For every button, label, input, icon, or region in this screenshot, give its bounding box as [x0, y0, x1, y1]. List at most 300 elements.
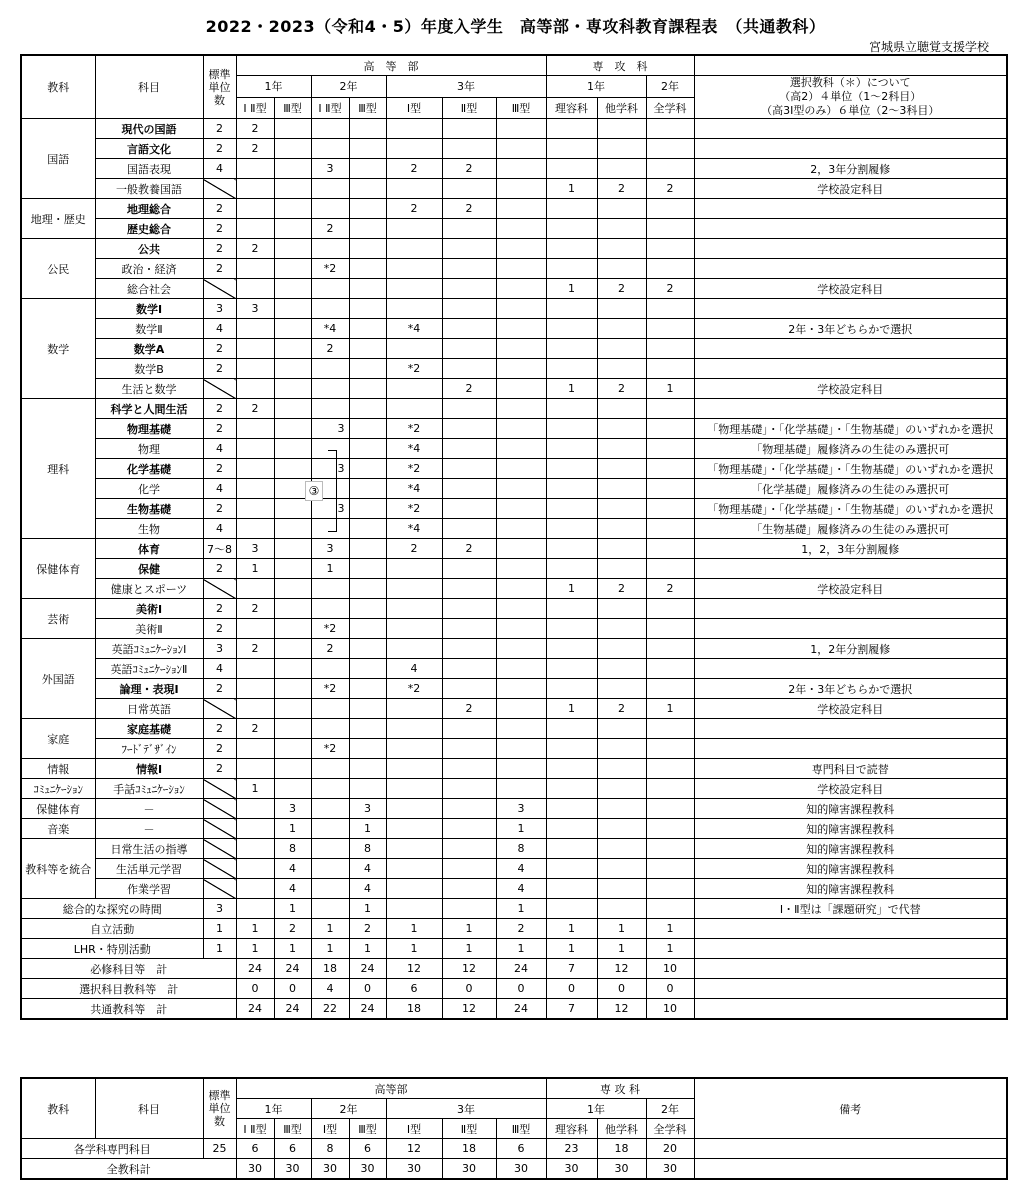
unit-cell [442, 879, 496, 899]
table-row [21, 239, 1007, 259]
unit-cell [274, 439, 311, 459]
standard-units: 2 [203, 199, 236, 219]
unit-cell [311, 359, 349, 379]
bottom-y3: 3年 [386, 1099, 546, 1119]
note [694, 959, 1007, 979]
header-tani: 標準単位数 [203, 55, 236, 119]
subject-name: 健康とスポーツ [95, 579, 203, 599]
note: 学校設定科目 [694, 699, 1007, 719]
unit-cell: 8 [349, 839, 386, 859]
unit-cell: *2 [386, 459, 442, 479]
unit-cell [236, 219, 274, 239]
unit-cell [496, 779, 546, 799]
total-cell: 0 [597, 979, 646, 999]
unit-cell [442, 899, 496, 919]
standard-units: 4 [203, 479, 236, 499]
unit-cell [496, 239, 546, 259]
table-row [21, 879, 1007, 899]
unit-cell [496, 679, 546, 699]
header-dept: 全学科 [646, 97, 694, 119]
table-row [21, 519, 1007, 539]
unit-cell [236, 819, 274, 839]
total-label: 必修科目等 計 [21, 959, 236, 979]
unit-cell [496, 279, 546, 299]
group-suugaku: 数学 [21, 299, 95, 399]
unit-cell [646, 619, 694, 639]
unit-cell: 1 [546, 939, 597, 959]
zen-cell: 30 [597, 1159, 646, 1180]
unit-cell: 1 [546, 379, 597, 399]
unit-cell: 2 [311, 219, 349, 239]
subject-name: 保健 [95, 559, 203, 579]
standard-units: 2 [203, 339, 236, 359]
unit-cell [349, 459, 386, 479]
subject-name: 物理 [95, 439, 203, 459]
unit-cell [546, 739, 597, 759]
zen-cell: 30 [646, 1159, 694, 1180]
subject-name: 論理・表現Ⅰ [95, 679, 203, 699]
unit-cell [442, 759, 496, 779]
bottom-dept: 理容科 [546, 1119, 597, 1139]
group-gaikoku: 外国語 [21, 639, 95, 719]
unit-cell [442, 179, 496, 199]
unit-cell [236, 359, 274, 379]
note: 「化学基礎」履修済みの生徒のみ選択可 [694, 479, 1007, 499]
unit-cell: 1 [597, 939, 646, 959]
unit-cell [546, 759, 597, 779]
header-blank [694, 55, 1007, 76]
unit-cell: 1 [646, 939, 694, 959]
header-type: Ⅱ型 [442, 97, 496, 119]
unit-cell [236, 679, 274, 699]
unit-cell: 1 [496, 819, 546, 839]
unit-cell: 1 [546, 279, 597, 299]
unit-cell [496, 459, 546, 479]
unit-cell: 2 [646, 279, 694, 299]
unit-cell [236, 879, 274, 899]
subject-name: 作業学習 [95, 879, 203, 899]
unit-cell [236, 379, 274, 399]
note [694, 359, 1007, 379]
subject-name: 数学Ⅱ [95, 319, 203, 339]
unit-cell [597, 819, 646, 839]
unit-cell: 1 [546, 179, 597, 199]
unit-cell [496, 739, 546, 759]
unit-cell [274, 659, 311, 679]
note: 「物理基礎」・「化学基礎」・「生物基礎」のいずれかを選択 [694, 499, 1007, 519]
unit-cell: 1 [349, 939, 386, 959]
bottom-type: Ⅰ Ⅱ型 [236, 1119, 274, 1139]
unit-cell [597, 399, 646, 419]
unit-cell [274, 739, 311, 759]
unit-cell [646, 819, 694, 839]
unit-cell [349, 299, 386, 319]
header-senkouka: 専 攻 科 [546, 55, 694, 76]
unit-cell [646, 879, 694, 899]
unit-cell: 2 [386, 159, 442, 179]
special-label: 総合的な探究の時間 [21, 899, 203, 919]
total-cell: 24 [349, 959, 386, 979]
note: 2，3年分割履修 [694, 159, 1007, 179]
subject-name: 生物基礎 [95, 499, 203, 519]
zen-cell: 30 [236, 1159, 274, 1180]
unit-cell: 4 [349, 859, 386, 879]
subject-name: 総合社会 [95, 279, 203, 299]
bottom-type: Ⅲ型 [349, 1119, 386, 1139]
subject-name: 地理総合 [95, 199, 203, 219]
subject-name: 数学Ⅰ [95, 299, 203, 319]
unit-cell: 2 [597, 699, 646, 719]
note: 「物理基礎」履修済みの生徒のみ選択可 [694, 439, 1007, 459]
group-comm: ｺﾐｭﾆｹｰｼｮﾝ [21, 779, 95, 799]
note: 1，2年分割履修 [694, 639, 1007, 659]
unit-cell [546, 119, 597, 139]
unit-cell [311, 879, 349, 899]
unit-cell [236, 519, 274, 539]
subject-name: 日常英語 [95, 699, 203, 719]
unit-cell [496, 299, 546, 319]
bottom-sk2: 2年 [646, 1099, 694, 1119]
standard-units [203, 839, 236, 859]
unit-cell: 3 [311, 539, 349, 559]
note [694, 919, 1007, 939]
unit-cell [311, 799, 349, 819]
unit-cell [496, 699, 546, 719]
unit-cell [274, 259, 311, 279]
note: 1，2，3年分割履修 [694, 539, 1007, 559]
unit-cell [349, 699, 386, 719]
zen-note [694, 1159, 1007, 1180]
unit-cell [646, 779, 694, 799]
unit-cell: 4 [274, 859, 311, 879]
unit-cell: 3 [311, 459, 349, 479]
senmon-cell: 6 [349, 1139, 386, 1159]
unit-cell [386, 299, 442, 319]
total-cell: 0 [646, 979, 694, 999]
curriculum-table [20, 54, 1008, 1020]
unit-cell [274, 499, 311, 519]
table-row [21, 599, 1007, 619]
unit-cell [386, 399, 442, 419]
unit-cell [496, 319, 546, 339]
unit-cell [349, 499, 386, 519]
subject-name: 公共 [95, 239, 203, 259]
zen-cell: 30 [496, 1159, 546, 1180]
unit-cell [274, 319, 311, 339]
bottom-kamoku: 科目 [95, 1078, 203, 1139]
table-row [21, 299, 1007, 319]
unit-cell [386, 339, 442, 359]
note: 専門科目で読替 [694, 759, 1007, 779]
unit-cell [546, 319, 597, 339]
standard-units: 2 [203, 259, 236, 279]
table-row [21, 799, 1007, 819]
unit-cell: *2 [311, 259, 349, 279]
unit-cell [646, 799, 694, 819]
unit-cell [311, 699, 349, 719]
unit-cell [646, 339, 694, 359]
unit-cell [546, 799, 597, 819]
unit-cell [349, 259, 386, 279]
total-row [21, 979, 1007, 999]
unit-cell [311, 379, 349, 399]
unit-cell [597, 259, 646, 279]
unit-cell: 2 [236, 399, 274, 419]
bottom-type: Ⅰ型 [311, 1119, 349, 1139]
subject-name: 物理基礎 [95, 419, 203, 439]
note [694, 599, 1007, 619]
table-row [21, 259, 1007, 279]
unit-cell: 1 [442, 939, 496, 959]
unit-cell [274, 619, 311, 639]
unit-cell [442, 459, 496, 479]
note: 2年・3年どちらかで選択 [694, 679, 1007, 699]
unit-cell [236, 439, 274, 459]
unit-cell: 4 [349, 879, 386, 899]
unit-cell [646, 439, 694, 459]
table-row [21, 759, 1007, 779]
unit-cell [442, 779, 496, 799]
group-tougou: 教科等を統合 [21, 839, 95, 899]
unit-cell [274, 379, 311, 399]
note [694, 219, 1007, 239]
subject-name: 現代の国語 [95, 119, 203, 139]
unit-cell [442, 239, 496, 259]
senmon-cell: 6 [236, 1139, 274, 1159]
unit-cell [597, 119, 646, 139]
unit-cell [274, 239, 311, 259]
page-title: 2022・2023（令和4・5）年度入学生 高等部・専攻科教育課程表 （共通教科） [205, 17, 826, 36]
table-row [21, 339, 1007, 359]
note [694, 979, 1007, 999]
unit-cell: 3 [274, 799, 311, 819]
unit-cell [274, 599, 311, 619]
unit-cell [349, 359, 386, 379]
unit-cell [496, 659, 546, 679]
unit-cell [496, 359, 546, 379]
unit-cell [236, 199, 274, 219]
unit-cell [236, 859, 274, 879]
unit-cell: 2 [496, 919, 546, 939]
unit-cell [496, 639, 546, 659]
unit-cell [274, 639, 311, 659]
header-koutoubu: 高 等 部 [236, 55, 546, 76]
unit-cell: 1 [496, 939, 546, 959]
note: 「物理基礎」・「化学基礎」・「生物基礎」のいずれかを選択 [694, 459, 1007, 479]
total-row [21, 959, 1007, 979]
unit-cell: *2 [386, 679, 442, 699]
standard-units: 1 [203, 939, 236, 959]
table-row [21, 199, 1007, 219]
table-row [21, 219, 1007, 239]
note: 学校設定科目 [694, 579, 1007, 599]
unit-cell [349, 599, 386, 619]
unit-cell [546, 779, 597, 799]
unit-cell: *2 [386, 359, 442, 379]
unit-cell [496, 719, 546, 739]
unit-cell [274, 579, 311, 599]
unit-cell [386, 719, 442, 739]
unit-cell [311, 899, 349, 919]
unit-cell [646, 739, 694, 759]
unit-cell [646, 399, 694, 419]
unit-cell [597, 899, 646, 919]
bottom-sk1: 1年 [546, 1099, 646, 1119]
total-cell: 0 [274, 979, 311, 999]
unit-cell [311, 859, 349, 879]
bottom-bikou: 備考 [694, 1078, 1007, 1139]
unit-cell [546, 599, 597, 619]
unit-cell [597, 139, 646, 159]
unit-cell [442, 519, 496, 539]
unit-cell [386, 579, 442, 599]
note [694, 719, 1007, 739]
unit-cell [496, 479, 546, 499]
unit-cell [597, 739, 646, 759]
unit-cell [311, 179, 349, 199]
unit-cell [236, 799, 274, 819]
table-row [21, 839, 1007, 859]
bottom-y2: 2年 [311, 1099, 386, 1119]
unit-cell [236, 319, 274, 339]
unit-cell: 2 [597, 579, 646, 599]
note: 「生物基礎」履修済みの生徒のみ選択可 [694, 519, 1007, 539]
note: 学校設定科目 [694, 279, 1007, 299]
unit-cell [546, 439, 597, 459]
unit-cell [597, 719, 646, 739]
table-row [21, 559, 1007, 579]
subject-name: 情報Ⅰ [95, 759, 203, 779]
unit-cell: 2 [646, 579, 694, 599]
unit-cell [597, 339, 646, 359]
table-row [21, 279, 1007, 299]
senmon-tani: 25 [203, 1139, 236, 1159]
unit-cell [546, 159, 597, 179]
unit-cell [546, 339, 597, 359]
unit-cell [646, 679, 694, 699]
unit-cell [442, 139, 496, 159]
unit-cell [442, 399, 496, 419]
unit-cell [386, 179, 442, 199]
note [694, 119, 1007, 139]
unit-cell [386, 759, 442, 779]
unit-cell: 8 [496, 839, 546, 859]
unit-cell [349, 559, 386, 579]
table-row [21, 419, 1007, 439]
unit-cell [546, 879, 597, 899]
standard-units: 2 [203, 679, 236, 699]
unit-cell [311, 579, 349, 599]
unit-cell [349, 739, 386, 759]
unit-cell [597, 439, 646, 459]
total-cell: 0 [236, 979, 274, 999]
sentaku-line1: 選択教科（＊）について [789, 76, 911, 89]
standard-units: 2 [203, 619, 236, 639]
unit-cell: 2 [442, 379, 496, 399]
unit-cell [496, 159, 546, 179]
senmon-cell: 23 [546, 1139, 597, 1159]
unit-cell [274, 559, 311, 579]
unit-cell [646, 839, 694, 859]
unit-cell: 1 [646, 699, 694, 719]
unit-cell [646, 199, 694, 219]
unit-cell [274, 159, 311, 179]
standard-units: 4 [203, 519, 236, 539]
unit-cell: 2 [597, 279, 646, 299]
note [694, 399, 1007, 419]
unit-cell [442, 619, 496, 639]
sentaku-line3: （高3Ⅰ型のみ）６単位（2～3科目） [761, 104, 940, 117]
summary-table [20, 1077, 1008, 1180]
senmon-cell: 6 [496, 1139, 546, 1159]
unit-cell [442, 659, 496, 679]
unit-cell [274, 119, 311, 139]
unit-cell [442, 219, 496, 239]
subject-name: － [95, 799, 203, 819]
zen-cell: 30 [386, 1159, 442, 1180]
unit-cell [386, 619, 442, 639]
unit-cell [236, 159, 274, 179]
unit-cell: 4 [496, 879, 546, 899]
unit-cell: 4 [274, 879, 311, 899]
unit-cell [597, 539, 646, 559]
unit-cell [597, 159, 646, 179]
unit-cell: 1 [496, 899, 546, 919]
standard-units: 2 [203, 739, 236, 759]
group-rika: 理科 [21, 399, 95, 539]
header-type: Ⅰ Ⅱ型 [236, 97, 274, 119]
unit-cell [597, 619, 646, 639]
total-cell: 24 [236, 999, 274, 1020]
unit-cell: *4 [386, 479, 442, 499]
unit-cell [386, 839, 442, 859]
unit-cell: 1 [386, 939, 442, 959]
note [694, 199, 1007, 219]
table-row [21, 819, 1007, 839]
unit-cell [646, 539, 694, 559]
unit-cell [646, 139, 694, 159]
table-row [21, 139, 1007, 159]
total-cell: 24 [349, 999, 386, 1020]
subject-name: 美術Ⅰ [95, 599, 203, 619]
unit-cell [349, 779, 386, 799]
unit-cell: 1 [274, 819, 311, 839]
unit-cell: 4 [386, 659, 442, 679]
note [694, 939, 1007, 959]
unit-cell [386, 279, 442, 299]
unit-cell [386, 599, 442, 619]
group-kokugo: 国語 [21, 119, 95, 199]
header-type: Ⅲ型 [274, 97, 311, 119]
unit-cell [442, 599, 496, 619]
unit-cell [496, 119, 546, 139]
standard-units: 2 [203, 119, 236, 139]
special-row [21, 899, 1007, 919]
subject-name: 家庭基礎 [95, 719, 203, 739]
subject-name: 化学 [95, 479, 203, 499]
table-row [21, 379, 1007, 399]
special-row [21, 919, 1007, 939]
total-cell: 4 [311, 979, 349, 999]
senmon-cell: 8 [311, 1139, 349, 1159]
unit-cell [274, 539, 311, 559]
unit-cell: *4 [386, 519, 442, 539]
unit-cell [236, 579, 274, 599]
unit-cell [386, 239, 442, 259]
unit-cell [274, 359, 311, 379]
header-y3: 3年 [386, 76, 546, 98]
subject-name: － [95, 819, 203, 839]
